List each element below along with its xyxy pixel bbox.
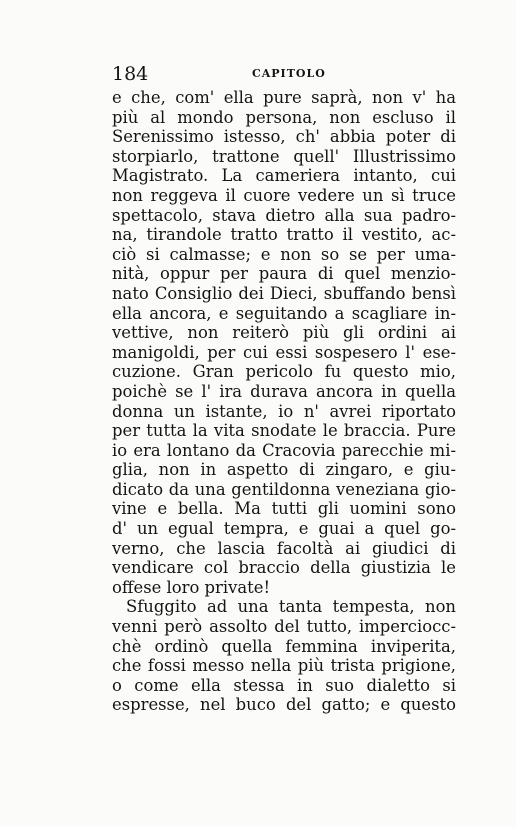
text-line: d' un egual tempra, e guai a quel go- <box>112 519 456 539</box>
text-line: dicato da una gentildonna veneziana gio- <box>112 479 456 499</box>
text-line: o come ella stessa in suo dialetto si <box>112 675 456 695</box>
text-line: manigoldi, per cui essi sospesero l' ese- <box>112 342 456 362</box>
paragraph-start-line: Sfuggito ad una tanta tempesta, non <box>126 597 456 617</box>
text-line: na, tirandole tratto tratto il vestito, ac- <box>112 225 456 245</box>
text-line: Serenissimo istesso, ch' abbia poter di <box>112 127 456 147</box>
text-line: non reggeva il cuore vedere un sì truce <box>112 185 456 205</box>
running-head: CAPITOLO <box>252 67 326 80</box>
text-line: che fossi messo nella più trista prigione, <box>112 656 456 676</box>
text-line: donna un istante, io n' avrei riportato <box>112 401 456 421</box>
text-line: vendicare col braccio della giustizia le <box>112 558 456 578</box>
text-line: glia, non in aspetto di zingaro, e giu- <box>112 460 456 480</box>
text-line: venni però assolto del tutto, imperciocc- <box>112 617 456 637</box>
text-line: Magistrato. La cameriera intanto, cui <box>112 166 456 186</box>
text-line: ciò si calmasse; e non so se per uma- <box>112 244 456 264</box>
text-line: storpiarlo, trattone quell' Illustrissimo <box>112 146 456 166</box>
text-line: nato Consiglio dei Dieci, sbuffando bensì <box>112 283 456 303</box>
text-line: chè ordinò quella femmina inviperita, <box>112 636 456 656</box>
paragraph-end-line: offese loro private! <box>112 577 271 597</box>
text-line: più al mondo persona, non escluso il <box>112 107 456 127</box>
text-line: ella ancora, e seguitando a scagliare in- <box>112 303 456 323</box>
text-line: per tutta la vita snodate le braccia. Pure <box>112 421 456 441</box>
text-line: cuzione. Gran pericolo fu questo mio, <box>112 362 456 382</box>
text-line: poichè se l' ira durava ancora in quella <box>112 381 456 401</box>
text-line: io era lontano da Cracovia parecchie mi- <box>112 440 456 460</box>
page-header <box>112 62 412 86</box>
text-line: e che, com' ella pure saprà, non v' ha <box>112 88 456 107</box>
page-number: 184 <box>112 63 149 85</box>
text-line: vine e bella. Ma tutti gli uomini sono <box>112 499 456 519</box>
text-line: spettacolo, stava dietro alla sua padro- <box>112 205 456 225</box>
text-line: nità, oppur per paura di quel menzio- <box>112 264 456 284</box>
text-line: vettive, non reiterò più gli ordini ai <box>112 323 456 343</box>
text-line: espresse, nel buco del gatto; e questo <box>112 695 456 715</box>
body-text <box>112 88 456 715</box>
text-line: verno, che lascia facoltà ai giudici di <box>112 538 456 558</box>
